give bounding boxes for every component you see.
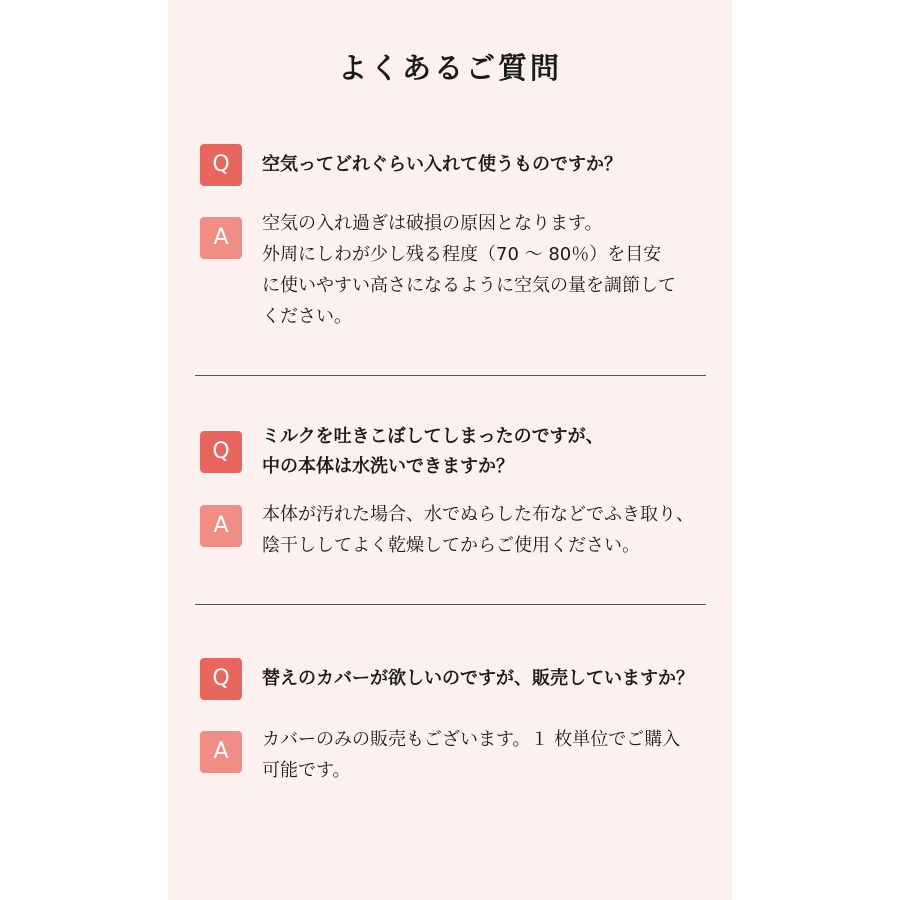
question-badge: Q	[200, 658, 242, 700]
faq-question-3: 替えのカバーが欲しいのですが、販売していますか？	[262, 668, 694, 689]
answer-badge: A	[200, 217, 242, 259]
faq-panel	[168, 0, 732, 900]
faq-question-1: 空気ってどれぐらい入れて使うものですか？	[262, 154, 622, 175]
answer-badge: A	[200, 731, 242, 773]
faq-answer-1: 空気の入れ過ぎは破損の原因となります。 外周にしわが少し残る程度（70 ～ 80％）を目安 に使いやすい高さになるように空気の量を調節して ください。	[262, 213, 676, 327]
faq-answer-3: カバーのみの販売もございます。１ 枚単位でご購入 可能です。	[262, 729, 681, 781]
question-badge: Q	[200, 431, 242, 473]
page-title: よくあるご質問	[337, 51, 562, 85]
faq-divider	[195, 375, 706, 376]
faq-question-2: ミルクを吐きこぼしてしまったのですが、 中の本体は水洗いできますか？	[262, 426, 604, 477]
faq-divider	[195, 604, 706, 605]
question-badge: Q	[200, 144, 242, 186]
answer-badge: A	[200, 505, 242, 547]
faq-answer-2: 本体が汚れた場合、水でぬらした布などでふき取り、 陰干ししてよく乾燥してからご使用ください。	[262, 504, 694, 556]
